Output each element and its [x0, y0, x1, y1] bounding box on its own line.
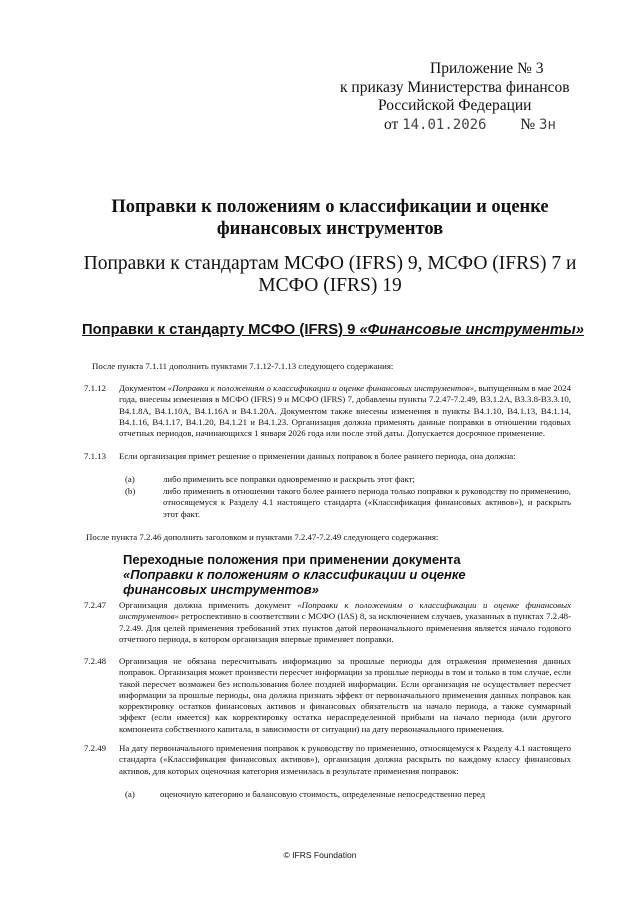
paragraph-text: Организация не обязана пересчитывать информацию за прошлые периоды для отражения применения данных поправок. Организация может произвести пересчет информации за прошлые периоды в том и только в том случае, если такой пересчет возможен без использования более поздней информации. Если организация не осуществляет пересчет информации за прошлые периоды, она должна признать эффект от первоначального применения данных поправок как корректировку остатков финансовых активов и финансовых обязательств на начало периода, а также суммарный эффект (если имеется) как корректировку остатка нераспределенной прибыли на начало периода (или другого компонента собственного капитала, в зависимости от ситуации) на дату первоначального применения.: [119, 656, 571, 734]
annex-date-line: [338, 116, 598, 135]
transition-heading-italic: «Поправки к положениям о классификации и оценке финансовых инструментов»: [123, 567, 466, 597]
section-heading-italic: «Финансовые инструменты»: [359, 322, 584, 338]
list-item-text: оценочную категорию и балансовую стоимость, определенные непосредственно перед: [160, 789, 486, 799]
document-title-italic: «Поправки к положениям о классификации и оценке финансовых инструментов»: [119, 600, 571, 622]
document-title-italic: «Поправки к положениям о классификации и оценке финансовых инструментов»: [167, 383, 474, 393]
copyright-symbol: ©: [283, 850, 290, 860]
transition-heading: [123, 552, 523, 597]
paragraph-text: [119, 383, 571, 439]
paragraph-text: Если организация примет решение о применении данных поправок в более раннего периода, она должна:: [119, 451, 516, 461]
paragraph-text: На дату первоначального применения поправок к руководству по применению, относящемуся к Разделу 4.1 настоящего стандарта («Классификация финансовых активов»), организация должна раскрыть по каждому классу финансовых активов, для которых оценочная категория изменилась в результате применения поправок:: [119, 743, 571, 776]
intro-paragraph-2: После пункта 7.2.46 дополнить заголовком и пунктами 7.2.47-7.2.49 следующего содержания:: [86, 532, 439, 542]
paragraph-number: 7.2.48: [84, 656, 106, 666]
transition-heading-line: Переходные положения при применении документа: [123, 552, 461, 567]
page-footer: [0, 850, 640, 860]
paragraph-number: 7.2.47: [84, 600, 106, 610]
list-item-text: либо применить в отношении такого более раннего периода только поправки к руководству по применению, относящемуся к Разделу 4.1 настоящего стандарта («Классификация финансовых активов»), и раскрыть этот факт.: [163, 486, 571, 519]
paragraph-text-before: Документом: [119, 383, 168, 393]
annex-number-label: №: [520, 115, 536, 133]
annex-header: [338, 60, 598, 134]
list-item-label: (b): [125, 486, 136, 496]
section-heading: [82, 322, 584, 338]
annex-title: Приложение № 3: [430, 60, 544, 77]
paragraph-text: [119, 600, 571, 645]
paragraph-text-after: , выпущенным в мае 2024 года, внесены изменения в МСФО (IFRS) 9 и МСФО (IFRS) 7, добавлены пункты 7.2.47-7.2.49, B3.1.2A, B3.3.8-B3.3.10, B4.1.8A, B4.1.10A, B4.1.16A и B4.1.20A. Документом также внесены изменения в пункты B4.1.10, B4.1.13, B4.1.14, B4.1.16, B4.1.17, B4.1.20, B4.1.21 и B4.1.23. Организация должна применять данные поправки в отношении годовых отчетных периодов, начинающихся 1 января 2026 года или после этой даты. Допускается досрочное применение.: [119, 383, 571, 439]
annex-order-line: к приказу Министерства финансов: [340, 78, 570, 96]
footer-text: IFRS Foundation: [292, 850, 357, 860]
paragraph-number: 7.1.13: [84, 451, 106, 461]
paragraph-text-before: Организация должна применить документ: [119, 600, 298, 610]
list-item-label: (a): [125, 789, 135, 799]
paragraph-number: 7.2.49: [84, 743, 106, 753]
list-item-text: либо применить все поправки одновременно и раскрыть этот факт;: [163, 474, 415, 484]
paragraph-number: 7.1.12: [84, 383, 106, 393]
list-item-label: (a): [125, 474, 135, 484]
annex-date: 14.01.2026: [402, 116, 487, 133]
section-heading-prefix: Поправки к стандарту МСФО (IFRS) 9: [82, 322, 360, 338]
page-subtitle: Поправки к стандартам МСФО (IFRS) 9, МСФО (IFRS) 7 и МСФО (IFRS) 19: [83, 253, 577, 296]
intro-paragraph-1: После пункта 7.1.11 дополнить пунктами 7.1.12-7.1.13 следующего содержания:: [92, 361, 394, 371]
annex-from-label: от: [384, 115, 399, 133]
annex-number: 3н: [539, 116, 556, 133]
annex-ministry-line: Российской Федерации: [378, 97, 532, 114]
page-title: Поправки к положениям о классификации и оценке финансовых инструментов: [111, 197, 549, 239]
paragraph-text-after: ретроспективно в соответствии с МСФО (IAS) 8, за исключением случаев, указанных в пунктах 7.2.48-7.2.49. Для целей применения требований этих пунктов датой первоначального применения является начало годового отчетного периода, в котором организация впервые применяет поправки.: [119, 611, 571, 644]
